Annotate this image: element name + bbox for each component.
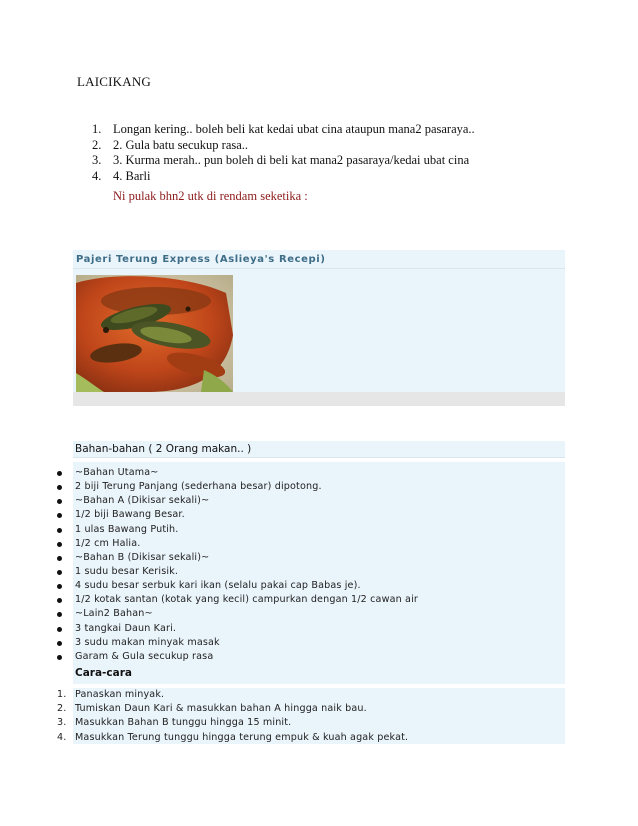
list-item-number: 3. — [92, 153, 102, 168]
list-item — [0, 508, 565, 522]
list-item-text: 3. Kurma merah.. pun boleh di beli kat mana2 pasaraya/kedai ubat cina — [113, 153, 470, 168]
ingredient-text: 1 ulas Bawang Putih. — [75, 523, 179, 535]
recipe-photo — [76, 275, 233, 392]
bullet-icon — [57, 556, 62, 561]
list-item — [80, 122, 475, 138]
bullet-icon — [57, 598, 62, 603]
bullet-icon — [57, 570, 62, 575]
ingredient-text: ~Bahan A (Dikisar sekali)~ — [75, 495, 210, 507]
list-item — [0, 702, 565, 716]
method-steps-list — [0, 688, 565, 745]
ingredient-text: 1/2 kotak santan (kotak yang kecil) campurkan dengan 1/2 cawan air — [75, 594, 418, 606]
bullet-icon — [57, 499, 62, 504]
ingredient-text: ~Bahan Utama~ — [75, 467, 159, 478]
list-item-number: 4. — [92, 168, 102, 183]
recipe-title-bar — [73, 250, 565, 269]
bullet-icon — [57, 584, 62, 589]
ingredient-text: 1 sudu besar Kerisik. — [75, 565, 179, 577]
list-item — [80, 169, 475, 185]
list-item — [0, 565, 565, 579]
list-item — [0, 579, 565, 593]
list-item — [80, 138, 475, 154]
list-item — [0, 688, 565, 702]
bullet-icon — [57, 641, 62, 646]
step-number: 3. — [57, 717, 67, 729]
page-heading: LAICIKANG — [77, 74, 152, 89]
step-text: Masukkan Terung tunggu hingga terung empuk & kuah agak pekat. — [75, 731, 409, 743]
ingredients-title: Bahan-bahan ( 2 Orang makan.. ) — [75, 443, 252, 455]
list-item — [0, 716, 565, 730]
step-number: 2. — [57, 703, 67, 715]
eggplant-curry-image — [76, 275, 233, 392]
bullet-icon — [57, 485, 62, 490]
recipe-title: Pajeri Terung Express (Aslieya's Recepi) — [76, 254, 326, 265]
list-item — [0, 537, 565, 551]
list-item-text: 2. Gula batu secukup rasa.. — [113, 137, 249, 152]
bullet-icon — [57, 627, 62, 632]
ingredient-text: 3 tangkai Daun Kari. — [75, 622, 177, 634]
step-number: 1. — [57, 689, 67, 700]
list-item-number: 1. — [92, 122, 102, 136]
ingredients-header — [73, 441, 565, 458]
list-item — [80, 153, 475, 169]
numbered-list — [80, 122, 475, 184]
bullet-icon — [57, 612, 62, 617]
step-number: 4. — [57, 731, 67, 743]
bullet-icon — [57, 542, 62, 547]
recipe-card — [73, 250, 565, 406]
list-item — [0, 731, 565, 745]
recipe-footer-bar — [73, 392, 565, 406]
ingredient-text: Garam & Gula secukup rasa — [75, 650, 214, 662]
ingredient-text: ~Lain2 Bahan~ — [75, 608, 153, 620]
list-item — [0, 551, 565, 565]
list-item — [0, 466, 565, 480]
list-item — [0, 523, 565, 537]
step-text: Tumiskan Daun Kari & masukkan bahan A hingga naik bau. — [75, 703, 367, 715]
list-item — [0, 650, 565, 664]
method-title: Cara-cara — [75, 667, 132, 679]
list-item — [0, 494, 565, 508]
ingredients-list — [0, 466, 565, 664]
ingredient-text: 1/2 cm Halia. — [75, 537, 141, 549]
list-item — [0, 607, 565, 621]
ingredient-text: 3 sudu makan minyak masak — [75, 636, 220, 648]
bullet-icon — [57, 513, 62, 518]
step-text: Masukkan Bahan B tunggu hingga 15 minit. — [75, 717, 292, 729]
step-text: Panaskan minyak. — [75, 689, 165, 700]
ingredient-text: ~Bahan B (Dikisar sekali)~ — [75, 551, 210, 563]
ingredient-text: 1/2 biji Bawang Besar. — [75, 509, 185, 521]
ingredient-text: 4 sudu besar serbuk kari ikan (selalu pakai cap Babas je). — [75, 580, 361, 592]
list-item — [0, 480, 565, 494]
bullet-icon — [57, 655, 62, 660]
ingredient-text: 2 biji Terung Panjang (sederhana besar) dipotong. — [75, 481, 322, 493]
list-item-text: 4. Barli — [113, 168, 151, 183]
list-item — [0, 622, 565, 636]
list-item-number: 2. — [92, 137, 102, 152]
soak-note: Ni pulak bhn2 utk di rendam seketika : — [113, 189, 308, 203]
bullet-icon — [57, 471, 62, 476]
list-item — [0, 636, 565, 650]
bullet-icon — [57, 528, 62, 533]
list-item — [0, 593, 565, 607]
list-item-text: Longan kering.. boleh beli kat kedai ubat cina ataupun mana2 pasaraya.. — [113, 122, 475, 136]
